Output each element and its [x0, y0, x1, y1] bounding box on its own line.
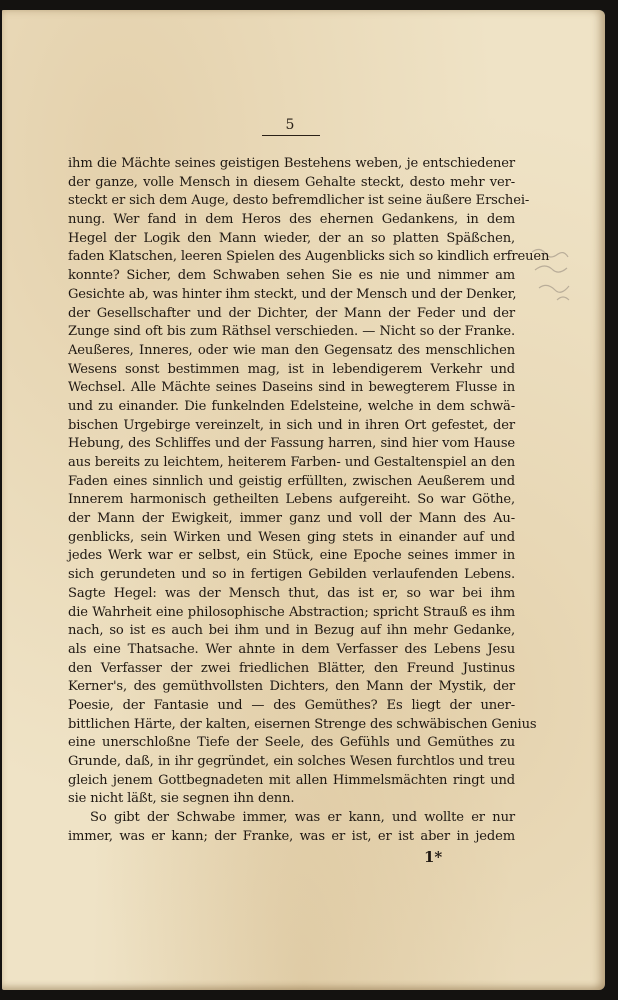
- text-line: der ganze, volle Mensch in diesem Gehalte steckt, desto mehr ver-: [68, 174, 515, 190]
- text-line: genblicks, sein Wirken und Wesen ging stets in einander auf und: [68, 529, 515, 545]
- text-line: Hebung, des Schliffes und der Fassung harren, sind hier vom Hause: [68, 436, 515, 452]
- page-number-rule: [262, 135, 320, 136]
- signature-mark: 1*: [424, 848, 443, 866]
- text-line: Wechsel. Alle Mächte seines Daseins sind in bewegterem Flusse in: [68, 380, 515, 396]
- text-line: aus bereits zu leichtem, heiterem Farben- und Gestaltenspiel an den: [68, 455, 515, 470]
- text-line: Kerner's, des gemüthvollsten Dichters, den Mann der Mystik, der: [68, 679, 515, 695]
- text-line: bittlichen Härte, der kalten, eisernen Strenge des schwäbischen Genius: [68, 716, 537, 732]
- text-line: Hegel der Logik den Mann wieder, der an so platten Späßchen,: [68, 230, 515, 246]
- text-line: konnte? Sicher, dem Schwaben sehen Sie es nie und nimmer am: [68, 268, 515, 284]
- text-line: So gibt der Schwabe immer, was er kann, und wollte er nur: [90, 810, 515, 826]
- text-line: Grunde, daß, in ihr gegründet, ein solches Wesen furchtlos und treu: [68, 754, 515, 769]
- text-line: der Mann der Ewigkeit, immer ganz und voll der Mann des Au-: [68, 511, 515, 527]
- text-line: bischen Urgebirge vereinzelt, in sich und in ihren Ort gefestet, der: [68, 417, 515, 433]
- text-line: eine unerschloßne Tiefe der Seele, des Gefühls und Gemüthes zu: [68, 735, 515, 751]
- text-line: Zunge sind oft bis zum Räthsel verschieden. — Nicht so der Franke.: [68, 324, 515, 340]
- text-line: immer, was er kann; der Franke, was er ist, er ist aber in jedem: [68, 828, 515, 844]
- text-line: Gesichte ab, was hinter ihm steckt, und der Mensch und der Denker,: [68, 286, 517, 302]
- body-text: [68, 155, 550, 846]
- text-line: steckt er sich dem Auge, desto befremdlicher ist seine äußere Erschei-: [68, 193, 530, 209]
- page-number: 5: [285, 117, 295, 133]
- text-line: nung. Wer fand in dem Heros des ehernen Gedankens, in dem: [68, 212, 515, 228]
- text-line: sie nicht läßt, sie segnen ihn denn.: [68, 791, 295, 807]
- text-line: der Gesellschafter und der Dichter, der Mann der Feder und der: [68, 305, 515, 321]
- text-line: Sagte Hegel: was der Mensch thut, das ist er, so war bei ihm: [68, 585, 515, 601]
- text-line: sich gerundeten und so in fertigen Gebilden verlaufenden Lebens.: [68, 567, 515, 583]
- text-line: die Wahrheit eine philosophische Abstraction; spricht Strauß es ihm: [68, 604, 515, 620]
- text-line: Poesie, der Fantasie und — des Gemüthes? Es liegt der uner-: [68, 697, 515, 713]
- text-line: ihm die Mächte seines geistigen Bestehens weben, je entschiedener: [68, 156, 515, 171]
- text-line: Innerem harmonisch getheilten Lebens aufgereiht. So war Göthe,: [68, 492, 515, 508]
- text-line: und zu einander. Die funkelnden Edelsteine, welche in dem schwä-: [68, 398, 515, 414]
- text-line: gleich jenem Gottbegnadeten mit allen Himmelsmächten ringt und: [68, 772, 515, 788]
- text-line: den Verfasser der zwei friedlichen Blätter, den Freund Justinus: [68, 660, 515, 676]
- text-line: nach, so ist es auch bei ihm und in Bezug auf ihn mehr Gedanke,: [68, 623, 515, 639]
- text-line: Wesens sonst bestimmen mag, ist in lebendigerem Verkehr und: [68, 361, 515, 377]
- text-line: als eine Thatsache. Wer ahnte in dem Verfasser des Lebens Jesu: [68, 641, 515, 657]
- text-line: Aeußeres, Inneres, oder wie man den Gegensatz des menschlichen: [68, 342, 515, 358]
- text-line: faden Klatschen, leeren Spielen des Augenblicks sich so kindlich erfreuen: [68, 249, 550, 265]
- text-line: Faden eines sinnlich und geistig erfüllten, zwischen Aeußerem und: [68, 473, 515, 489]
- text-line: jedes Werk war er selbst, ein Stück, eine Epoche seines immer in: [68, 548, 515, 564]
